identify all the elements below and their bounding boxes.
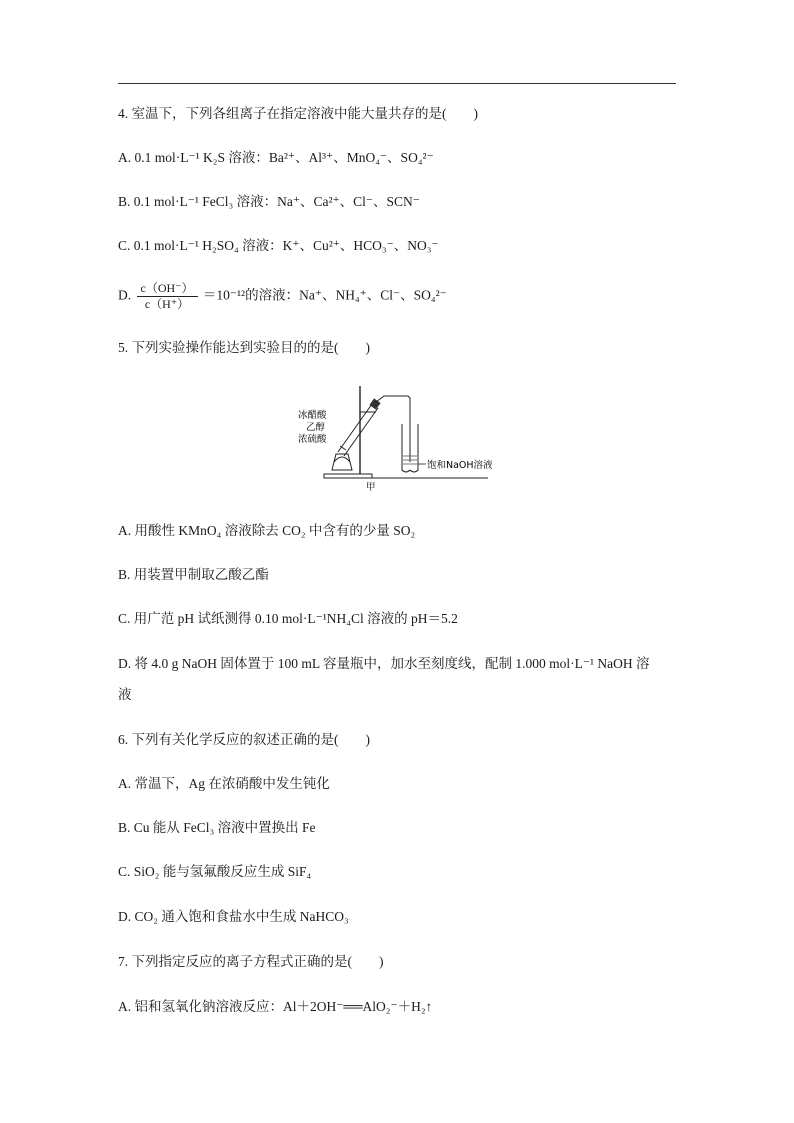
- q6-stem: 6. 下列有关化学反应的叙述正确的是( ): [118, 732, 370, 747]
- q6-option-a: A. 常温下，Ag 在浓硝酸中发生钝化: [118, 776, 330, 791]
- q4-option-d-prefix: D.: [118, 287, 132, 303]
- q4-option-b: B. 0.1 mol·L⁻¹ FeCl₃ 溶液：Na⁺、Ca²⁺、Cl⁻、SCN⁻: [118, 194, 420, 209]
- q7-option-a: A. 铝和氢氧化钠溶液反应：Al＋2OH⁻══AlO₂⁻＋H₂↑: [118, 999, 433, 1014]
- q4-option-c: C. 0.1 mol·L⁻¹ H₂SO₄ 溶液：K⁺、Cu²⁺、HCO₃⁻、NO₃⁻: [118, 238, 439, 253]
- q4-stem: 4. 室温下，下列各组离子在指定溶液中能大量共存的是( ): [118, 106, 478, 121]
- q4-option-d-fraction: [137, 281, 198, 312]
- apparatus-figure: [296, 382, 506, 494]
- fraction-denominator: c（H⁺）: [144, 297, 190, 311]
- q5-option-b: B. 用装置甲制取乙酸乙酯: [118, 567, 269, 582]
- figure-caption: 甲: [366, 482, 376, 493]
- q4-option-d-suffix: ＝10⁻¹²的溶液：Na⁺、NH₄⁺、Cl⁻、SO₄²⁻: [202, 287, 447, 303]
- fraction-numerator: c（OH⁻）: [137, 281, 198, 297]
- label-naoh-solution: 饱和NaOH溶液: [427, 460, 493, 471]
- q7-stem: 7. 下列指定反应的离子方程式正确的是( ): [118, 954, 384, 969]
- q5-option-a: A. 用酸性 KMnO₄ 溶液除去 CO₂ 中含有的少量 SO₂: [118, 523, 416, 538]
- label-ethanol: 乙醇: [306, 422, 326, 433]
- label-acetic-acid: 冰醋酸: [298, 410, 327, 421]
- q5-option-c: C. 用广范 pH 试纸测得 0.10 mol·L⁻¹NH₄Cl 溶液的 pH＝5.2: [118, 611, 458, 626]
- q4-option-d: [118, 281, 447, 312]
- q5-option-d-line1: D. 将 4.0 g NaOH 固体置于 100 mL 容量瓶中，加水至刻度线，配制 1.000 mol·L⁻¹ NaOH 溶: [118, 656, 650, 671]
- label-sulfuric-acid: 浓硫酸: [298, 434, 327, 445]
- q5-stem: 5. 下列实验操作能达到实验目的的是( ): [118, 340, 370, 355]
- apparatus-diagram: [296, 382, 506, 494]
- q4-option-a: A. 0.1 mol·L⁻¹ K₂S 溶液：Ba²⁺、Al³⁺、MnO₄⁻、SO₄²⁻: [118, 150, 434, 165]
- q6-option-b: B. Cu 能从 FeCl₃ 溶液中置换出 Fe: [118, 820, 316, 835]
- q6-option-c: C. SiO₂ 能与氢氟酸反应生成 SiF₄: [118, 864, 312, 879]
- q5-option-d-line2: 液: [118, 687, 132, 702]
- header-rule: [118, 83, 676, 84]
- q6-option-d: D. CO₂ 通入饱和食盐水中生成 NaHCO₃: [118, 909, 349, 924]
